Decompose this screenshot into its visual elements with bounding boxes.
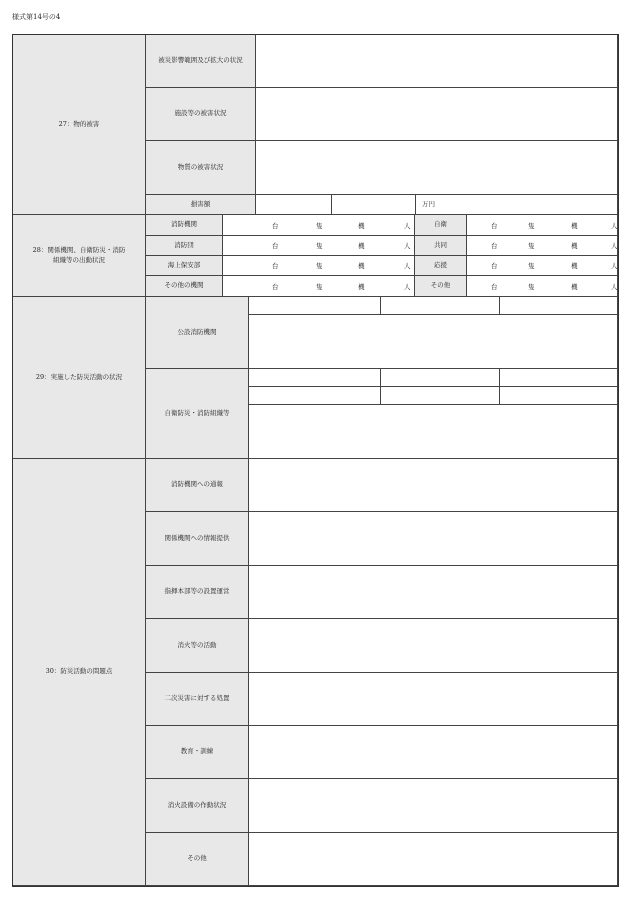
s28-right-count[interactable] [467,256,618,276]
s29-cell-0a[interactable] [249,297,381,315]
s28-unit-label: 台 [491,242,498,250]
s28-unit-label: 隻 [316,242,323,250]
s28-right-org: 共同 [415,236,467,256]
s30-row-label: 教育・訓練 [146,726,249,779]
s28-left-org: その他の機関 [146,276,223,297]
s27-row-label-2: 物質の被害状況 [146,141,256,195]
s28-right-org: 応援 [415,256,467,276]
s30-row-label: 消防機関への通報 [146,459,249,512]
s27-row-input-0[interactable] [256,35,618,88]
s28-unit-label: 台 [272,242,279,250]
s28-right-count[interactable] [467,236,618,256]
s30-row-input[interactable] [249,673,618,726]
s29-cell-1a[interactable] [249,369,381,387]
s30-row-label: 消火等の活動 [146,619,249,673]
s30-row-input[interactable] [249,512,618,566]
s30-row-label: その他 [146,833,249,886]
s29-cell-0c[interactable] [500,297,618,315]
s28-unit-label: 機 [358,221,365,230]
s28-unit-label: 隻 [528,242,535,250]
s28-unit-label: 隻 [316,221,323,230]
s29-row-label-0: 公設消防機関 [146,297,249,369]
s28-unit-label: 機 [358,282,365,291]
s29-text-0[interactable] [249,315,618,369]
s30-row-label: 関係機関への情報提供 [146,512,249,566]
s28-unit-label: 台 [272,262,279,270]
s28-title [13,215,146,297]
damage-unit-text: 万円 [422,199,435,208]
s27-row-input-2[interactable] [256,141,618,195]
s28-unit-label: 機 [358,262,365,270]
s27-damage-field-a[interactable] [256,195,332,215]
s30-row-input[interactable] [249,459,618,512]
s28-unit-label: 人 [404,221,411,230]
s28-unit-label: 人 [611,221,618,230]
s28-unit-label: 隻 [316,262,323,270]
s28-unit-label: 機 [571,262,578,270]
s27-damage-label: 損害額 [146,195,256,215]
s29-cell-1f[interactable] [500,387,618,405]
s30-row-input[interactable] [249,779,618,833]
s28-unit-label: 機 [358,242,365,250]
s28-right-count[interactable] [467,276,618,297]
s28-unit-label: 人 [404,242,411,250]
s27-row-label-1: 施設等の被害状況 [146,88,256,141]
s28-left-org: 海上保安部 [146,256,223,276]
s30-row-label: 二次災害に対する処置 [146,673,249,726]
s28-right-org: 自衛 [415,215,467,236]
s30-title: 30：防災活動の問題点 [13,459,146,886]
s30-row-label: 消火設備の作動状況 [146,779,249,833]
s29-cell-1d[interactable] [249,387,381,405]
s28-unit-label: 人 [404,262,411,270]
s28-unit-label: 機 [571,282,578,291]
s28-right-org: その他 [415,276,467,297]
s28-unit-label: 人 [611,282,618,291]
s28-title-text: 28：関係機関、自衛防災・消防組織等の出動状況 [32,245,126,264]
s27-row-label-0: 被災影響範囲及び拡大の状況 [146,35,256,88]
s28-unit-label: 台 [491,262,498,270]
s27-title: 27：物的被害 [13,35,146,215]
s27-damage-field-b[interactable] [332,195,416,215]
s28-unit-label: 隻 [528,262,535,270]
s28-unit-label: 台 [491,221,498,230]
s28-left-org: 消防機関 [146,215,223,236]
s28-unit-label: 機 [571,221,578,230]
s28-unit-label: 人 [404,282,411,291]
s28-unit-label: 台 [491,282,498,291]
s29-cell-1b[interactable] [381,369,500,387]
s28-unit-label: 隻 [528,282,535,291]
s30-row-input[interactable] [249,726,618,779]
s27-row-input-1[interactable] [256,88,618,141]
s28-unit-label: 台 [272,282,279,291]
s28-unit-label: 隻 [316,282,323,291]
s30-row-input[interactable] [249,566,618,619]
s28-unit-label: 人 [611,262,618,270]
s28-unit-label: 隻 [528,221,535,230]
s30-row-input[interactable] [249,833,618,886]
s28-unit-label: 機 [571,242,578,250]
s28-unit-label: 人 [611,242,618,250]
s28-left-org: 消防団 [146,236,223,256]
form-id: 様式第14号の4 [12,13,61,21]
s28-unit-label: 台 [272,221,279,230]
s30-row-input[interactable] [249,619,618,673]
s29-cell-1e[interactable] [381,387,500,405]
s28-right-count[interactable] [467,215,618,236]
s29-text-1[interactable] [249,405,618,459]
s29-cell-0b[interactable] [381,297,500,315]
s29-title: 29：実施した防災活動の状況 [13,297,146,459]
s29-row-label-1: 自衛防災・消防組織等 [146,369,249,459]
s29-cell-1c[interactable] [500,369,618,387]
s30-row-label: 指揮本部等の設置運営 [146,566,249,619]
s27-damage-unit [416,195,618,215]
